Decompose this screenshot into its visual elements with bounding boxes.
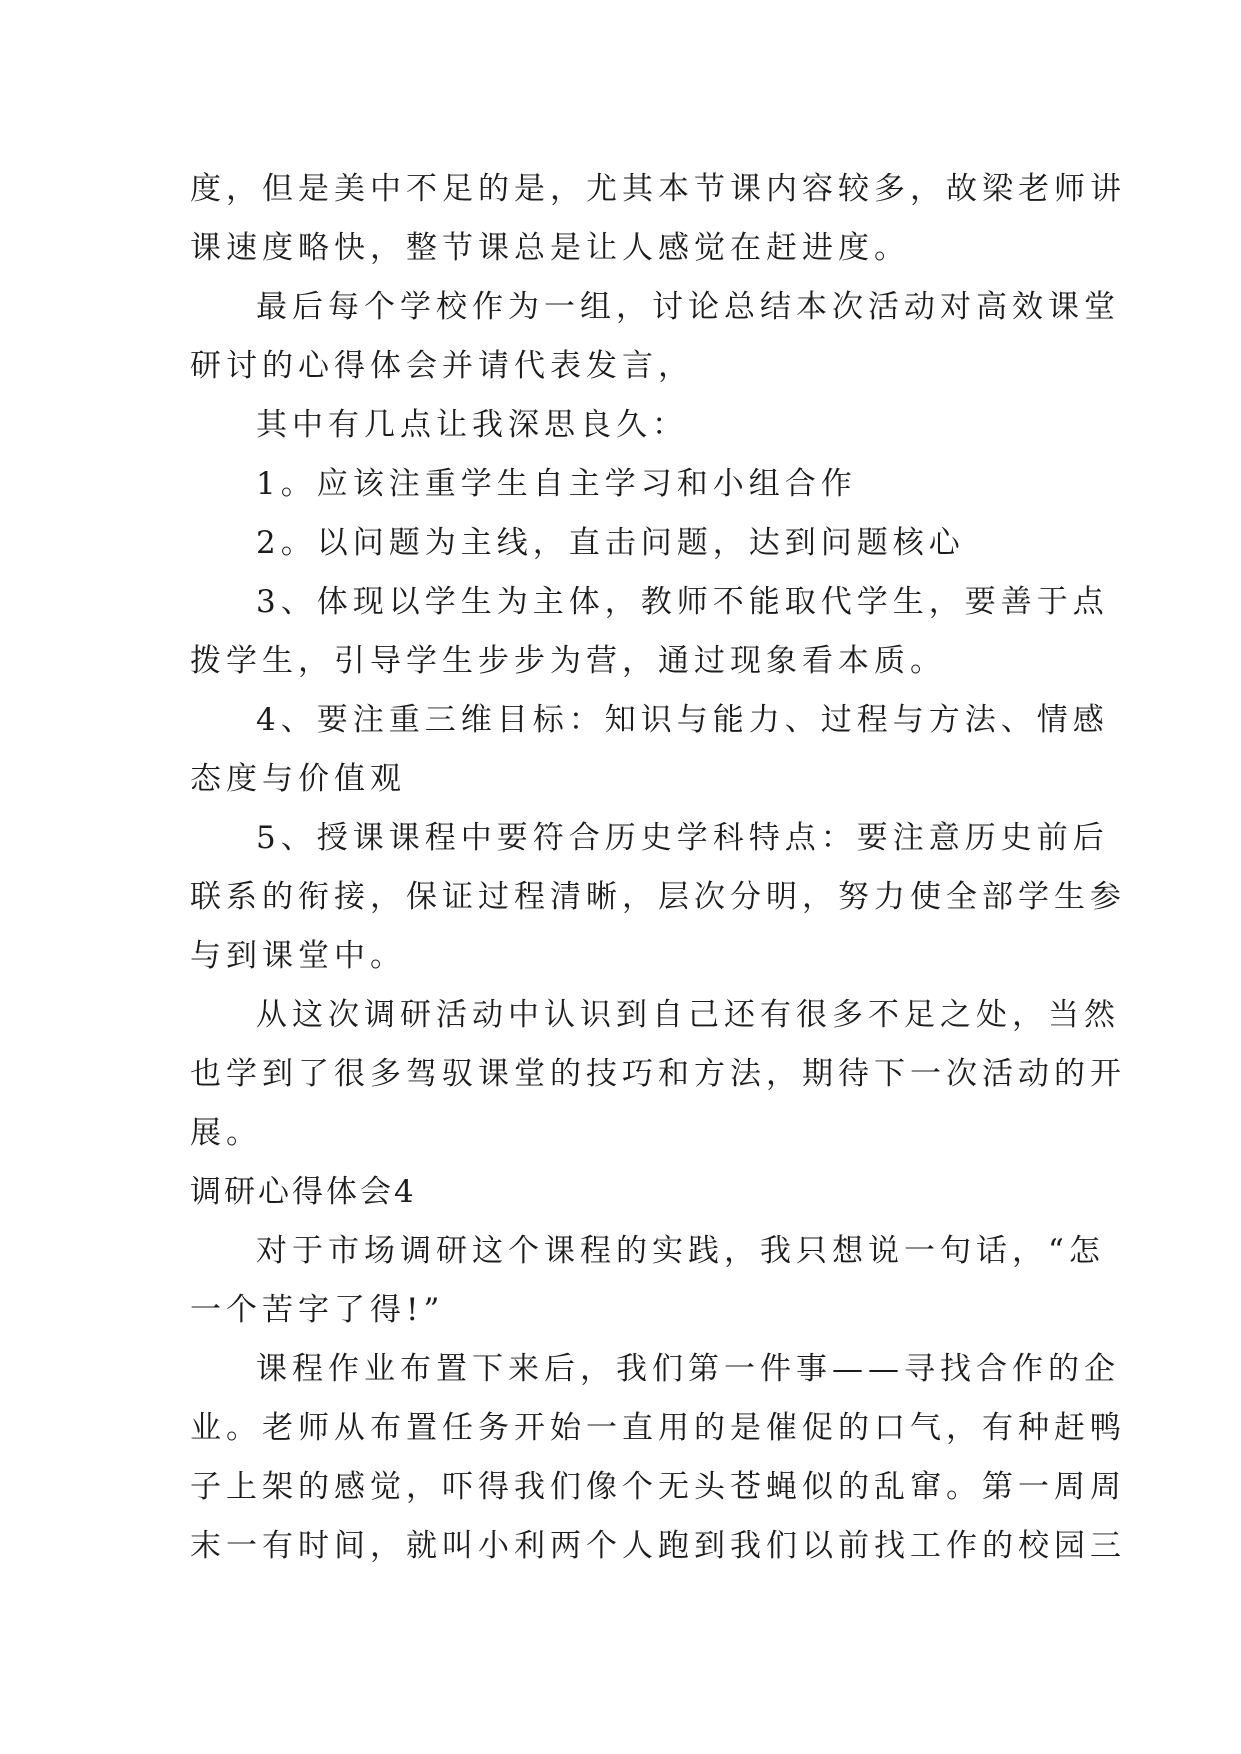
list-item-line: 5、授课课程中要符合历史学科特点：要注意历史前后 — [256, 820, 1109, 856]
text-line: 与到课堂中。 — [190, 938, 406, 974]
list-item-line: 1。应该注重学生自主学习和小组合作 — [256, 466, 857, 502]
section-heading: 调研心得体会4 — [190, 1174, 417, 1210]
text-line: 度，但是美中不足的是，尤其本节课内容较多，故梁老师讲 — [190, 171, 1126, 207]
text-line: 一个苦字了得!” — [190, 1292, 445, 1328]
paragraph-start-line: 课程作业布置下来后，我们第一件事——寻找合作的企 — [256, 1351, 1120, 1387]
text-line: 展。 — [190, 1115, 262, 1151]
text-line: 研讨的心得体会并请代表发言， — [190, 348, 694, 384]
list-item-line: 2。以问题为主线，直击问题，达到问题核心 — [256, 525, 965, 561]
text-line: 态度与价值观 — [190, 761, 406, 797]
text-line: 课速度略快，整节课总是让人感觉在赶进度。 — [190, 230, 910, 266]
text-line: 业。老师从布置任务开始一直用的是催促的口气，有种赶鸭 — [190, 1410, 1126, 1446]
paragraph-start-line: 对于市场调研这个课程的实践，我只想说一句话，“怎 — [256, 1233, 1105, 1269]
text-line: 拨学生，引导学生步步为营，通过现象看本质。 — [190, 643, 946, 679]
text-line: 联系的衔接，保证过程清晰，层次分明，努力使全部学生参 — [190, 879, 1126, 915]
text-line: 也学到了很多驾驭课堂的技巧和方法，期待下一次活动的开 — [190, 1056, 1126, 1092]
paragraph-start-line: 最后每个学校作为一组，讨论总结本次活动对高效课堂 — [256, 289, 1120, 325]
text-line: 子上架的感觉，吓得我们像个无头苍蝇似的乱窜。第一周周 — [190, 1469, 1126, 1505]
list-item-line: 4、要注重三维目标：知识与能力、过程与方法、情感 — [256, 702, 1109, 738]
paragraph-start-line: 从这次调研活动中认识到自己还有很多不足之处，当然 — [256, 997, 1120, 1033]
paragraph-start-line: 其中有几点让我深思良久： — [256, 407, 688, 443]
list-item-line: 3、体现以学生为主体，教师不能取代学生，要善于点 — [256, 584, 1109, 620]
document-body — [190, 160, 1126, 1576]
text-line: 末一有时间，就叫小利两个人跑到我们以前找工作的校园三 — [190, 1528, 1126, 1564]
